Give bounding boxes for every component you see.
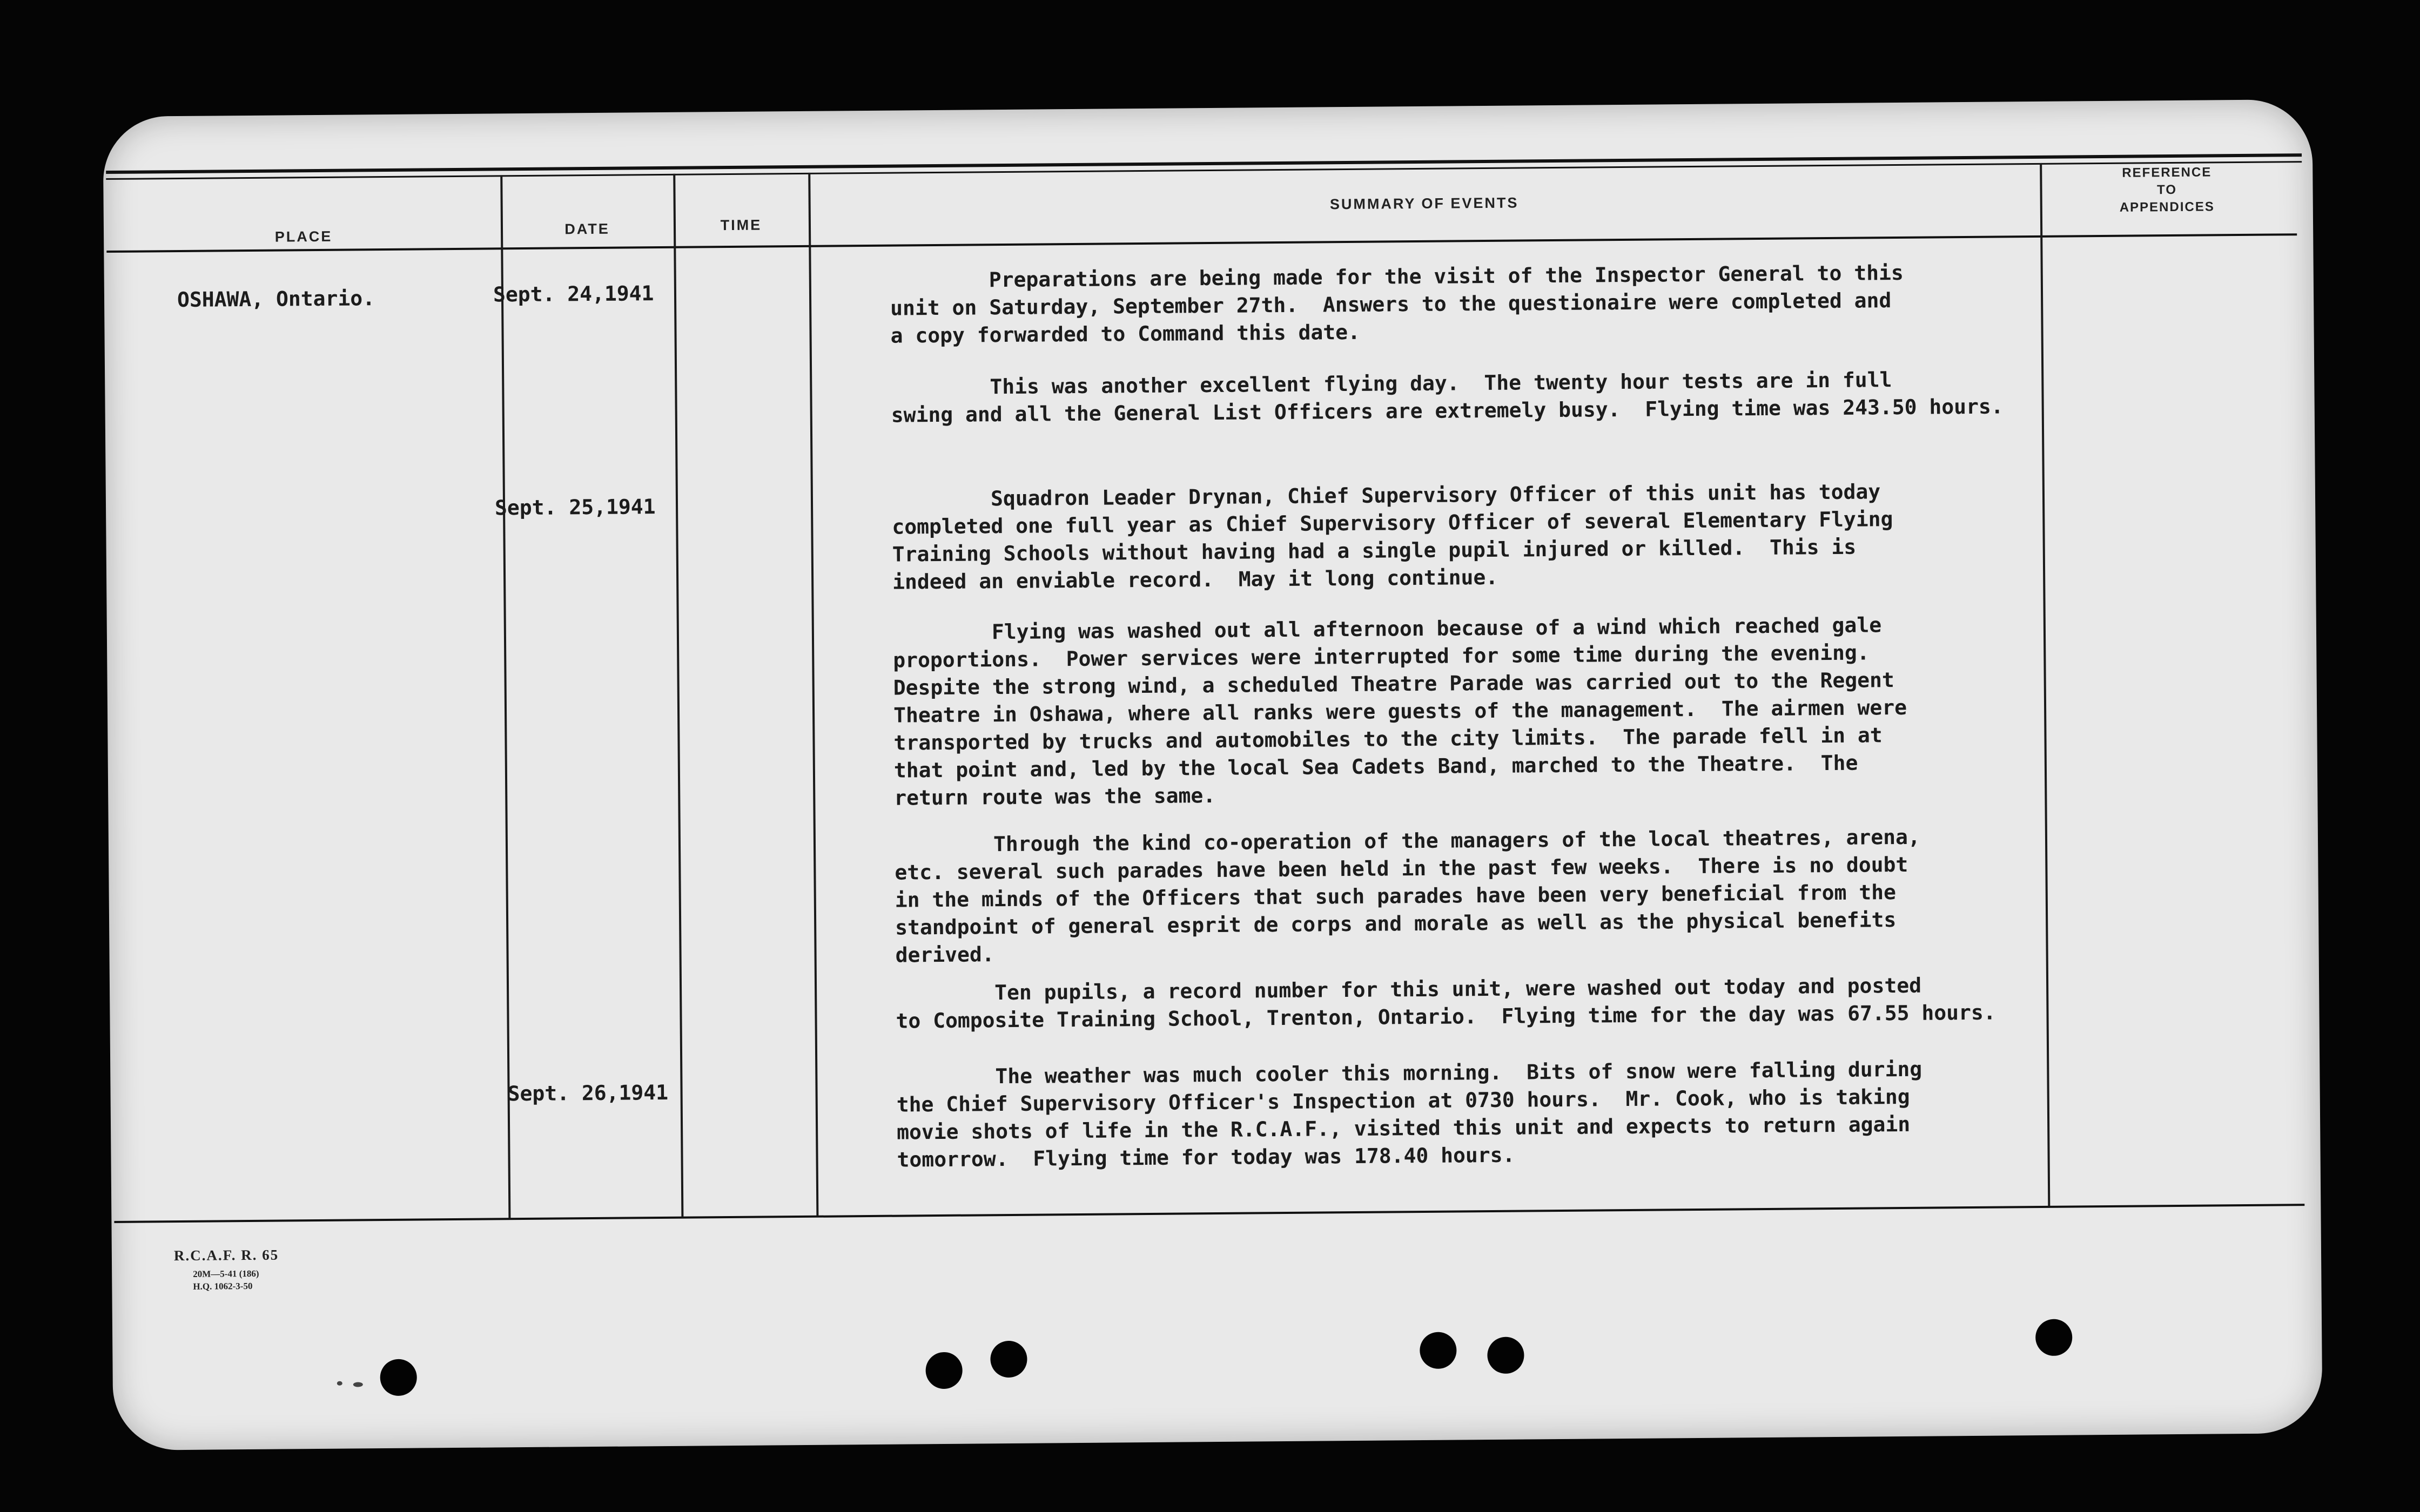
diary-card: [103, 99, 2322, 1450]
binder-hole: [1420, 1332, 1457, 1369]
binder-hole: [380, 1359, 417, 1396]
header-place: PLACE: [274, 228, 333, 245]
binder-hole: [925, 1352, 963, 1389]
binder-hole: [2035, 1319, 2073, 1356]
summary-entry-5: Through the kind co-operation of the managers of the local theatres, arena, etc. several such parades have been held in the past few weeks. There is no doubt in the minds of the Officers that such parades have been very beneficial from the standpoint of general esprit de corps and morale as well as the physical benefits derived.: [894, 825, 1920, 967]
date-entry-2: Sept. 25,1941: [494, 495, 656, 520]
summary-entry-2: This was another excellent flying day. The twenty hour tests are in full swing and all the General List Officers are extremely busy. Flying time was 243.50 hours.: [891, 368, 2004, 427]
column-line-time-summary: [808, 173, 818, 1216]
form-print-line-1: 20M—5-41 (186): [193, 1268, 259, 1279]
binder-hole: [990, 1341, 1027, 1378]
header-reference-line-1: REFERENCE: [2122, 165, 2212, 180]
column-line-date-time: [673, 174, 683, 1217]
binder-hole: [1487, 1337, 1524, 1374]
summary-entry-3: Squadron Leader Drynan, Chief Supervisory Officer of this unit has today completed one full year as Chief Supervisory Officer of several Elementary Flying Training Schools without having had a single pupil injured or killed. This is indeed an enviable record. May it long continue.: [891, 480, 1893, 594]
column-line-place-date: [500, 175, 510, 1218]
header-reference-line-3: APPENDICES: [2119, 199, 2215, 215]
header-summary: SUMMARY OF EVENTS: [1329, 194, 1519, 213]
form-print-line-2: H.Q. 1062-3-50: [193, 1280, 253, 1292]
header-reference-line-2: TO: [2156, 182, 2177, 198]
summary-entry-6: Ten pupils, a record number for this unit, were washed out today and posted to Composite Training School, Trenton, Ontario. Flying time for the day was 67.55 hours.: [895, 973, 1996, 1033]
date-entry-1: Sept. 24,1941: [493, 281, 654, 307]
header-time: TIME: [720, 217, 762, 234]
bottom-rule: [114, 1204, 2304, 1223]
column-line-summary-reference: [2040, 163, 2050, 1206]
form-number: R.C.A.F. R. 65: [173, 1246, 279, 1264]
summary-entry-7: The weather was much cooler this morning. Bits of snow were falling during the Chief Supervisory Officer's Inspection at 0730 hours. Mr. Cook, who is taking movie shots of life in the R.C.A.F., visited this unit and expects to return again tomorrow. Flying time for today was 178.40 hours.: [896, 1057, 1922, 1172]
header-reference: [2048, 163, 2286, 217]
header-date: DATE: [564, 220, 610, 238]
date-entry-3: Sept. 26,1941: [507, 1080, 669, 1106]
summary-entry-1: Preparations are being made for the visit of the Inspector General to this unit on Saturday, September 27th. Answers to the questionaire were completed and a copy forwarded to Command this date.: [890, 260, 1904, 348]
speck: [337, 1381, 342, 1386]
place-entry: OSHAWA, Ontario.: [177, 286, 375, 312]
summary-entry-4: Flying was washed out all afternoon because of a wind which reached gale proportions. Power services were interrupted for some time during the evening. Despite the strong wind, a scheduled Theatre Parade was carried out to the Regent Theatre in Oshawa, where all ranks were guests of the management. The airmen were transported by trucks and automobiles to the city limits. The parade fell in at that point and, led by the local Sea Cadets Band, marched to the Theatre. The return route was the same.: [892, 613, 1907, 810]
speck: [353, 1382, 363, 1387]
